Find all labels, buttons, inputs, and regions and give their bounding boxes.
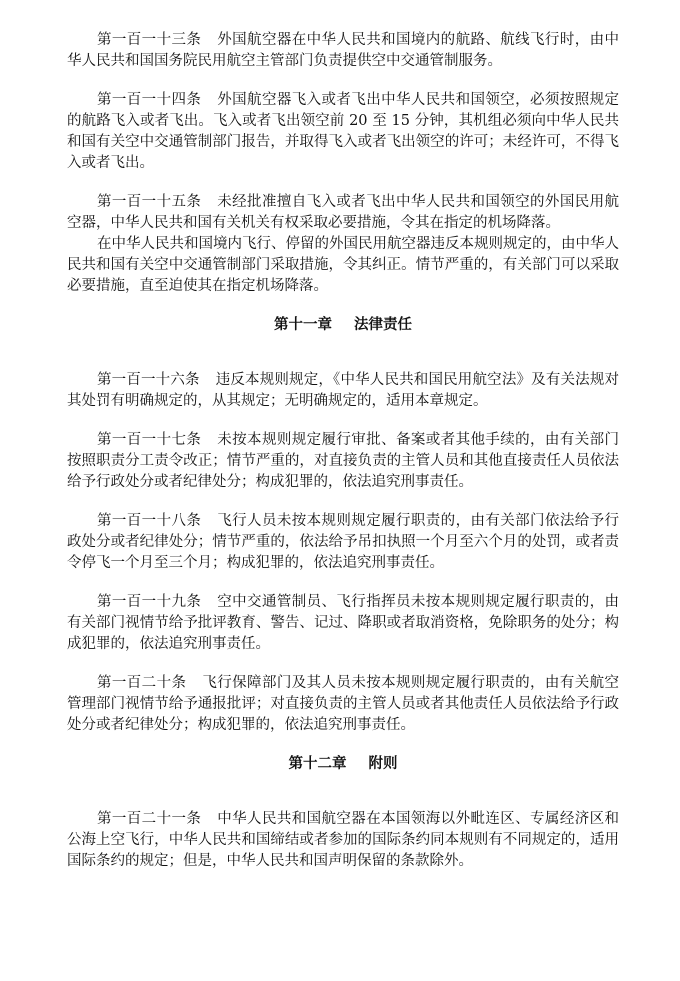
article-number: 第一百一十四条 xyxy=(97,92,202,108)
article-text: 违反本规则规定，《中华人民共和国民用航空法》及有关法规对其处罚有明确规定的，从其规定；无明确规定的，适用本章规定。 xyxy=(67,372,620,409)
article-text: 外国航空器飞入或者飞出中华人民共和国领空，必须按照规定的航路飞入或者飞出。飞入或者飞出领空前 20 至 15 分钟，其机组必须向中华人民共和国有关空中交通管制部门报告，并取得飞入或者飞出领空的许可；未经许可，不得飞入或者飞出。 xyxy=(67,92,620,171)
article-117 xyxy=(67,430,619,493)
article-number: 第一百一十三条 xyxy=(97,32,202,48)
article-text: 飞行保障部门及其人员未按本规则规定履行职责的，由有关航空管理部门视情节给予通报批评；对直接负责的主管人员或者其他责任人员依法给予行政处分或者纪律处分；构成犯罪的，依法追究刑事责任。 xyxy=(67,675,620,733)
article-119 xyxy=(67,592,619,655)
article-text: 中华人民共和国航空器在本国领海以外毗连区、专属经济区和公海上空飞行，中华人民共和国缔结或者参加的国际条约同本规则有不同规定的，适用国际条约的规定；但是，中华人民共和国声明保留的条款除外。 xyxy=(67,811,620,869)
article-114 xyxy=(67,90,619,174)
chapter-heading-11 xyxy=(67,315,619,336)
article-121 xyxy=(67,809,619,872)
article-text: 未按本规则规定履行审批、备案或者其他手续的，由有关部门按照职责分工责令改正；情节严重的，对直接负责的主管人员和其他直接责任人员依法给予行政处分或者纪律处分；构成犯罪的，依法追究刑事责任。 xyxy=(67,432,620,490)
article-text: 飞行人员未按本规则规定履行职责的，由有关部门依法给予行政处分或者纪律处分；情节严重的，依法给予吊扣执照一个月至六个月的处罚，或者责令停飞一个月至三个月；构成犯罪的，依法追究刑事责任。 xyxy=(67,513,620,571)
article-number: 第一百一十六条 xyxy=(97,372,200,388)
document-page xyxy=(67,30,619,890)
article-number: 第一百一十九条 xyxy=(97,594,202,610)
article-number: 第一百二十条 xyxy=(97,675,187,691)
chapter-title: 附则 xyxy=(368,756,398,772)
article-113 xyxy=(67,30,619,72)
chapter-heading-12 xyxy=(67,754,619,775)
article-115-paragraph-2: 在中华人民共和国境内飞行、停留的外国民用航空器违反本规则规定的，由中华人民共和国有关空中交通管制部门采取措施，令其纠正。情节严重的，有关部门可以采取必要措施，直至迫使其在指定机场降落。 xyxy=(67,236,619,294)
article-text: 外国航空器在中华人民共和国境内的航路、航线飞行时，由中华人民共和国国务院民用航空主管部门负责提供空中交通管制服务。 xyxy=(67,32,620,69)
article-number: 第一百一十七条 xyxy=(97,432,202,448)
article-number: 第一百一十八条 xyxy=(97,513,202,529)
chapter-number: 第十一章 xyxy=(274,317,332,333)
article-118 xyxy=(67,511,619,574)
article-120 xyxy=(67,673,619,736)
article-text: 未经批准擅自飞入或者飞出中华人民共和国领空的外国民用航空器，中华人民共和国有关机关有权采取必要措施，令其在指定的机场降落。 xyxy=(67,194,620,231)
chapter-title: 法律责任 xyxy=(354,317,412,333)
article-number: 第一百一十五条 xyxy=(97,194,202,210)
article-115 xyxy=(67,192,619,234)
article-text: 空中交通管制员、飞行指挥员未按本规则规定履行职责的，由有关部门视情节给予批评教育、警告、记过、降职或者取消资格，免除职务的处分；构成犯罪的，依法追究刑事责任。 xyxy=(67,594,620,652)
article-116 xyxy=(67,370,619,412)
chapter-number: 第十二章 xyxy=(288,756,347,772)
article-number: 第一百二十一条 xyxy=(97,811,202,827)
